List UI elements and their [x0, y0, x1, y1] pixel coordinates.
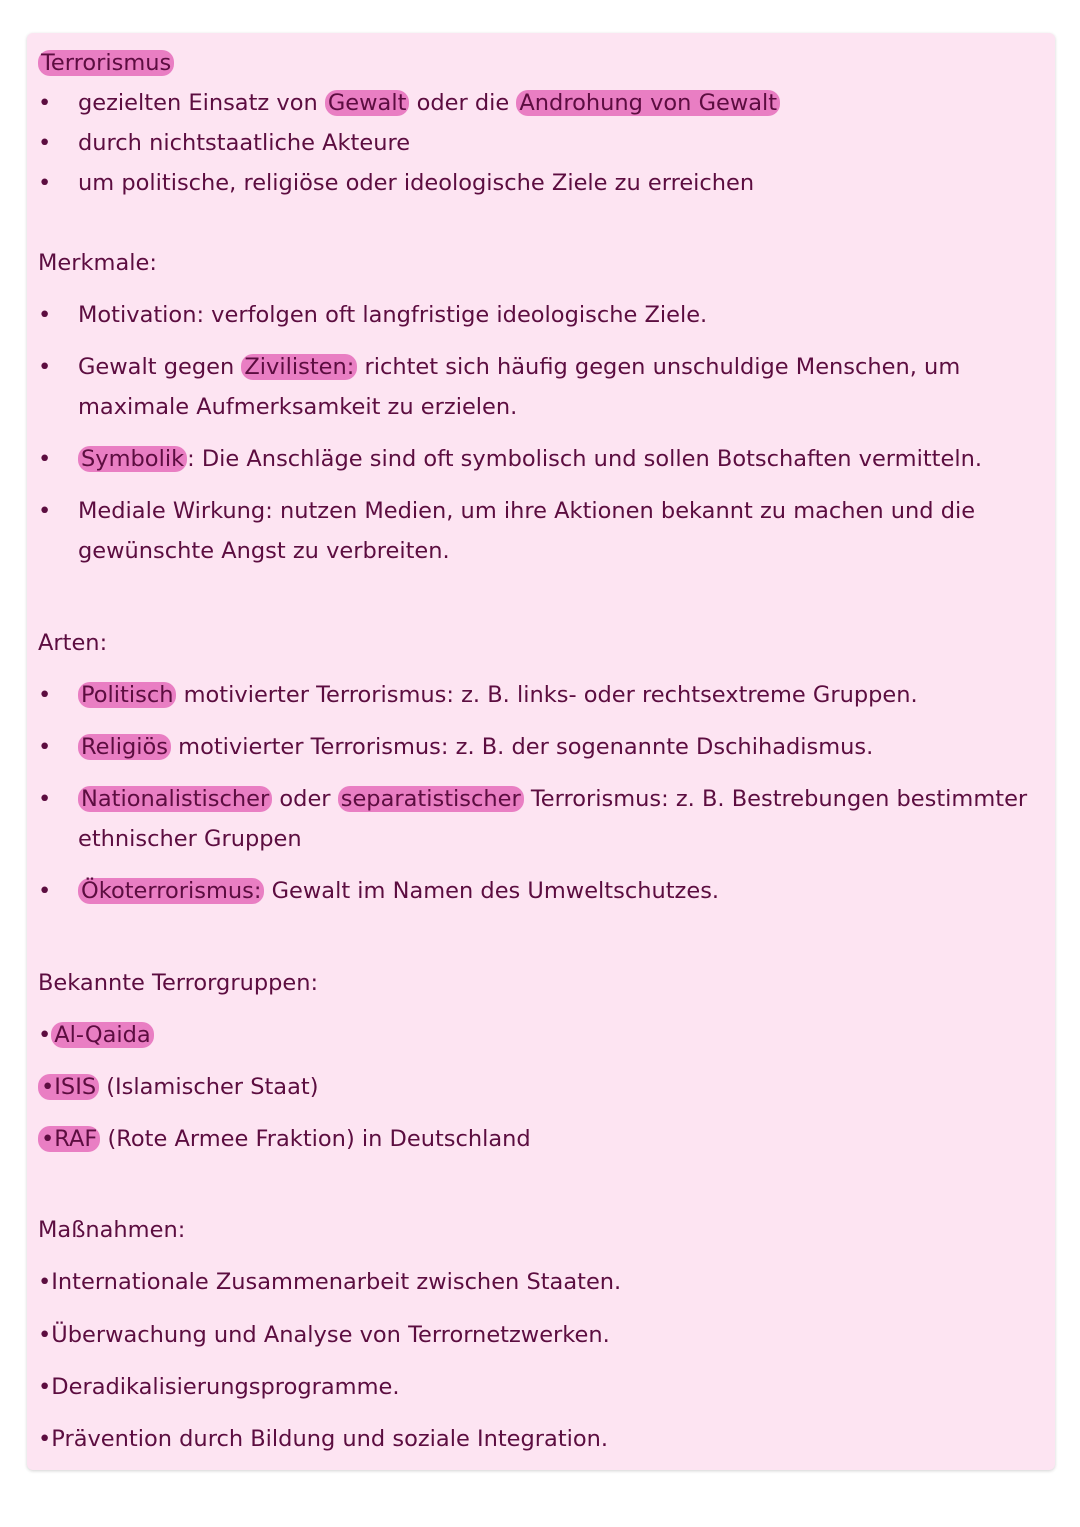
list-line [38, 1367, 399, 1407]
text-segment: oder die [409, 90, 517, 116]
bullet-item [38, 779, 1028, 859]
list-line [38, 1015, 154, 1055]
text-segment: •Internationale Zusammenarbeit zwischen Staaten. [38, 1269, 622, 1295]
text-segment: •Überwachung und Analyse von Terrornetzwerken. [38, 1322, 610, 1348]
text-segment: (Rote Armee Fraktion) in Deutschland [100, 1126, 531, 1152]
section-heading [38, 623, 107, 663]
bullet-item [38, 83, 1028, 123]
bullet-icon: • [38, 170, 52, 196]
bullet-text [78, 439, 1028, 479]
bullet-item [38, 347, 1028, 427]
bullet-text [78, 675, 1028, 715]
text-segment: Terrorismus: z. B. Bestrebungen bestimmter ethnischer Gruppen [78, 786, 1028, 852]
bullet-text [78, 83, 1028, 123]
bullet-item [38, 163, 1028, 203]
text-segment: Gewalt gegen [78, 354, 242, 380]
highlighted-text: •RAF [38, 1126, 100, 1152]
text-segment: Arten: [38, 630, 108, 656]
bullet-item [38, 439, 1028, 479]
text-segment: durch nichtstaatliche Akteure [78, 130, 411, 156]
bullet-icon: • [38, 90, 52, 116]
highlighted-text: Zivilisten: [241, 354, 357, 380]
bullet-item [38, 727, 1028, 767]
bullet-text [78, 163, 1028, 203]
text-segment: Motivation: verfolgen oft langfristige ideologische Ziele. [78, 302, 708, 328]
bullet-item [38, 675, 1028, 715]
section-heading [38, 963, 318, 1003]
highlighted-text: Al-Qaida [51, 1022, 153, 1048]
bullet-item [38, 295, 1028, 335]
highlighted-text: separatistischer [338, 786, 524, 812]
text-segment: richtet sich häufig gegen unschuldige Menschen, um maximale Aufmerksamkeit zu erzielen. [78, 354, 961, 420]
text-segment: Mediale Wirkung: nutzen Medien, um ihre Aktionen bekannt zu machen und die gewünschte Angst zu verbreiten. [78, 498, 976, 564]
bullet-item [38, 491, 1028, 571]
text-segment: Bekannte Terrorgruppen: [38, 970, 319, 996]
highlighted-text: •ISIS [38, 1074, 99, 1100]
highlighted-text: Religiös [78, 734, 171, 760]
highlighted-text: Politisch [78, 682, 176, 708]
text-segment: oder [272, 786, 338, 812]
bullet-icon: • [38, 446, 52, 472]
bullet-text [78, 491, 1028, 571]
bullet-text [78, 779, 1028, 859]
highlighted-text: Ökoterrorismus: [78, 878, 264, 904]
text-segment: Merkmale: [38, 250, 157, 276]
bullet-text [78, 123, 1028, 163]
bullet-icon: • [38, 354, 52, 380]
list-line [38, 1315, 610, 1355]
bullet-icon: • [38, 498, 52, 524]
section-heading [38, 1210, 185, 1250]
bullet-item [38, 123, 1028, 163]
bullet-icon: • [38, 734, 52, 760]
bullet-icon: • [38, 682, 52, 708]
bullet-text [78, 871, 1028, 911]
section-heading [38, 43, 174, 83]
text-segment: motivierter Terrorismus: z. B. links- oder rechtsextreme Gruppen. [176, 682, 918, 708]
bullet-text [78, 347, 1028, 427]
list-line [38, 1067, 318, 1107]
bullet-item [38, 871, 1028, 911]
section-heading [38, 243, 157, 283]
text-segment: Maßnahmen: [38, 1217, 186, 1243]
bullet-text [78, 727, 1028, 767]
bullet-icon: • [38, 302, 52, 328]
text-segment: •Prävention durch Bildung und soziale Integration. [38, 1426, 609, 1452]
text-segment: •Deradikalisierungsprogramme. [38, 1374, 400, 1400]
list-line [38, 1419, 608, 1459]
list-line [38, 1119, 531, 1159]
text-segment: um politische, religiöse oder ideologische Ziele zu erreichen [78, 170, 755, 196]
highlighted-text: Gewalt [325, 90, 410, 116]
bullet-icon: • [38, 130, 52, 156]
highlighted-text: Nationalistischer [78, 786, 272, 812]
highlighted-text: Terrorismus [38, 50, 174, 76]
bullet-icon: • [38, 878, 52, 904]
highlighted-text: Symbolik [78, 446, 187, 472]
text-segment: Gewalt im Namen des Umweltschutzes. [264, 878, 720, 904]
text-segment: motivierter Terrorismus: z. B. der sogenannte Dschihadismus. [171, 734, 874, 760]
text-segment: (Islamischer Staat) [99, 1074, 319, 1100]
bullet-icon: • [38, 786, 52, 812]
text-segment: gezielten Einsatz von [78, 90, 325, 116]
list-line [38, 1262, 621, 1302]
text-segment: • [38, 1022, 52, 1048]
text-segment: : Die Anschläge sind oft symbolisch und sollen Botschaften vermitteln. [187, 446, 982, 472]
highlighted-text: Androhung von Gewalt [516, 90, 780, 116]
bullet-text [78, 295, 1028, 335]
